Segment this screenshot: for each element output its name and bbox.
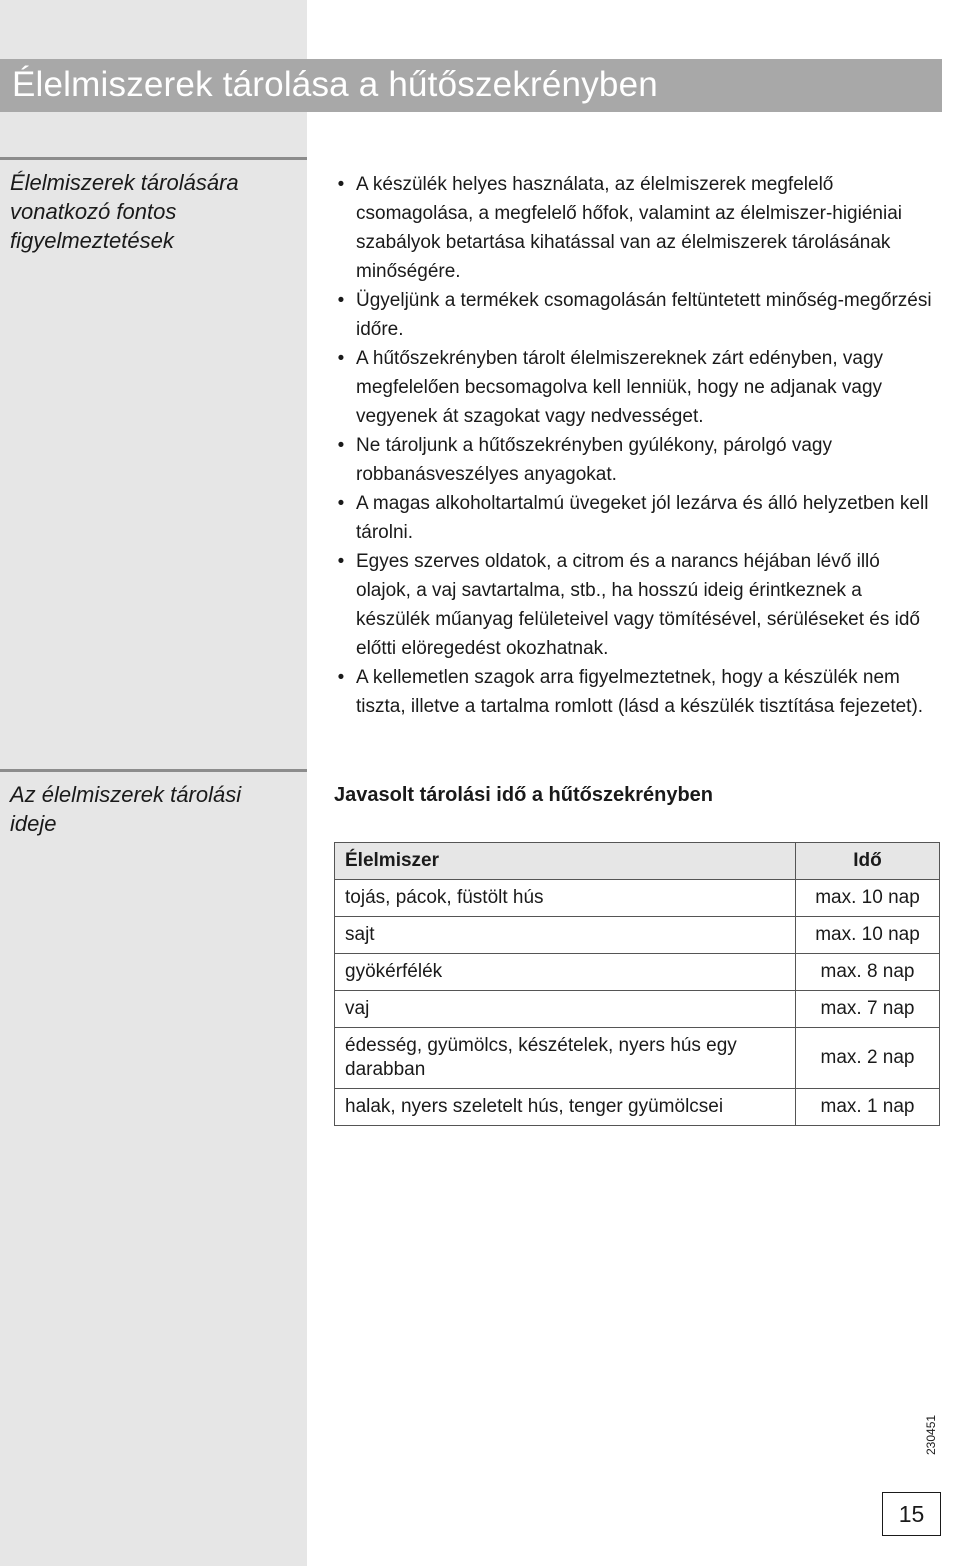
- warnings-list: [334, 170, 939, 721]
- page-title: Élelmiszerek tárolása a hűtőszekrényben: [12, 65, 658, 104]
- table-row: [335, 991, 940, 1028]
- table-row: [335, 1028, 940, 1089]
- list-item-text: Ügyeljünk a termékek csomagolásán feltüntetett minőség-megőrzési időre.: [356, 290, 932, 340]
- list-item-text: Ne tároljunk a hűtőszekrényben gyúlékony, párolgó vagy robbanásveszélyes anyagokat.: [356, 435, 832, 485]
- bullet-icon: •: [337, 551, 345, 572]
- storage-table-title: Javasolt tárolási idő a hűtőszekrényben: [334, 784, 714, 806]
- bullet-icon: •: [337, 667, 345, 688]
- food-cell: gyökérfélék: [335, 954, 796, 991]
- section-divider: [0, 157, 307, 160]
- list-item: [334, 344, 939, 431]
- table-header-row: [335, 843, 940, 880]
- list-item-text: A hűtőszekrényben tárolt élelmiszereknek zárt edényben, vagy megfelelően becsomagolva kell lenniük, hogy ne adjanak vagy vegyenek át szagokat vagy nedvességet.: [356, 348, 884, 427]
- document-code: 230451: [924, 1414, 938, 1455]
- table-row: [335, 1089, 940, 1126]
- time-cell: max. 10 nap: [796, 880, 940, 917]
- column-header-time: Idő: [796, 843, 940, 880]
- food-cell: sajt: [335, 917, 796, 954]
- time-cell: max. 10 nap: [796, 917, 940, 954]
- storage-time-heading: Az élelmiszerek tárolási ideje: [10, 782, 242, 836]
- list-item-text: Egyes szerves oldatok, a citrom és a narancs héjában lévő illó olajok, a vaj savtartalma, stb., ha hosszú ideig érintkeznek a készülék műanyag felületeivel vagy tömítésével, sérüléseket és idő előtti elöregedést okozhatnak.: [356, 551, 920, 659]
- time-cell: max. 7 nap: [796, 991, 940, 1028]
- food-cell: édesség, gyümölcs, készételek, nyers hús egy darabban: [335, 1028, 796, 1089]
- warnings-heading: Élelmiszerek tárolására vonatkozó fontos figyelmeztetések: [10, 170, 239, 253]
- bullet-icon: •: [337, 435, 345, 456]
- food-cell: vaj: [335, 991, 796, 1028]
- list-item-text: A magas alkoholtartalmú üvegeket jól lezárva és álló helyzetben kell tárolni.: [356, 493, 929, 543]
- bullet-icon: •: [337, 348, 345, 369]
- table-row: [335, 954, 940, 991]
- storage-time-table: [334, 842, 940, 1126]
- time-cell: max. 2 nap: [796, 1028, 940, 1089]
- page-title-bar: [0, 59, 942, 112]
- bullet-icon: •: [337, 493, 345, 514]
- list-item: [334, 547, 939, 663]
- bullet-icon: •: [337, 290, 345, 311]
- list-item: [334, 489, 939, 547]
- page-number: 15: [882, 1492, 941, 1536]
- list-item-text: A kellemetlen szagok arra figyelmeztetnek, hogy a készülék nem tiszta, illetve a tartalma romlott (lásd a készülék tisztítása fejezetet).: [356, 667, 924, 717]
- food-cell: halak, nyers szeletelt hús, tenger gyümölcsei: [335, 1089, 796, 1126]
- list-item: [334, 431, 939, 489]
- list-item-text: A készülék helyes használata, az élelmiszerek megfelelő csomagolása, a megfelelő hőfok, valamint az élelmiszer-higiéniai szabályok betartása kihatással van az élelmiszerek tárolásának minőségére.: [356, 174, 902, 282]
- list-item: [334, 286, 939, 344]
- table-row: [335, 917, 940, 954]
- time-cell: max. 1 nap: [796, 1089, 940, 1126]
- section-divider: [0, 769, 307, 772]
- table-row: [335, 880, 940, 917]
- food-cell: tojás, pácok, füstölt hús: [335, 880, 796, 917]
- list-item: [334, 170, 939, 286]
- list-item: [334, 663, 939, 721]
- bullet-icon: •: [337, 174, 345, 195]
- time-cell: max. 8 nap: [796, 954, 940, 991]
- column-header-food: Élelmiszer: [335, 843, 796, 880]
